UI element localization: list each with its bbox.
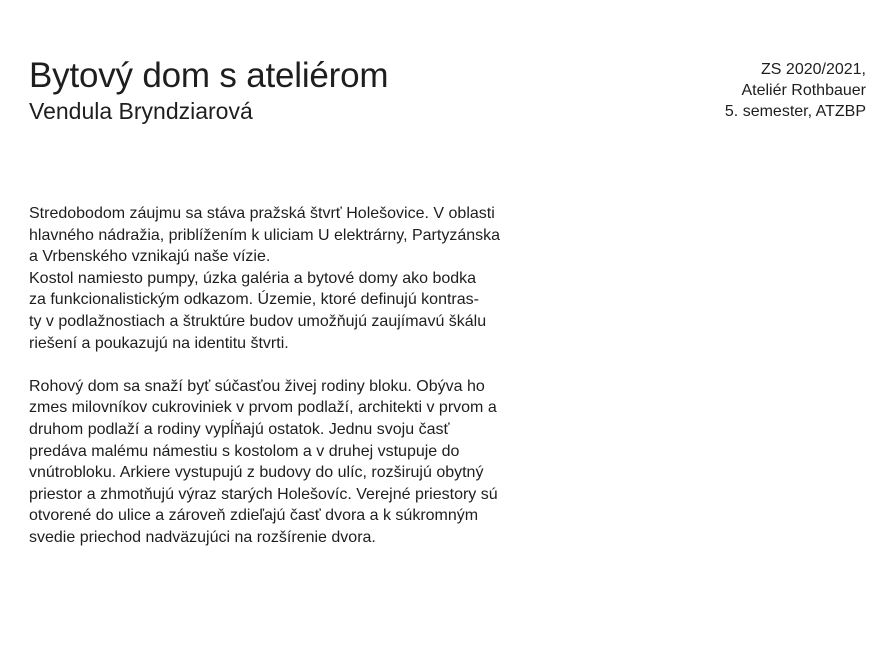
text-line: riešení a poukazujú na identitu štvrti. — [29, 334, 289, 352]
paragraph-building — [29, 376, 589, 549]
text-line: za funkcionalistickým odkazom. Územie, ktoré definujú kontras- — [29, 291, 479, 309]
program-line: 5. semester, ATZBP — [724, 103, 866, 120]
page-title: Bytový dom s ateliérom — [29, 56, 389, 95]
course-info — [725, 59, 866, 122]
text-line: hlavného nádražia, priblížením k uliciam U elektrárny, Partyzánska — [29, 226, 501, 244]
text-line: ty v podlažnostiach a štruktúre budov umožňujú zaujímavú škálu — [29, 312, 487, 330]
text-line: svedie priechod nadväzujúci na rozšírenie dvora. — [29, 528, 376, 546]
text-line: Kostol namiesto pumpy, úzka galéria a bytové domy ako bodka — [29, 269, 477, 287]
text-line: a Vrbenského vznikajú naše vízie. — [29, 248, 271, 266]
text-line: predáva malému námestiu s kostolom a v druhej vstupuje do — [29, 442, 460, 460]
text-line: druhom podlaží a rodiny vypĺňajú ostatok. Jednu svoju časť — [29, 420, 450, 438]
paragraph-gap — [29, 354, 589, 376]
text-line: Stredobodom záujmu sa stáva pražská štvrť Holešovice. V oblasti — [29, 205, 495, 222]
text-line: otvorené do ulice a zároveň zdieľajú časť dvora a k súkromným — [29, 507, 479, 525]
project-description — [29, 203, 589, 549]
semester-line: ZS 2020/2021, — [761, 61, 866, 78]
paragraph-intro — [29, 203, 589, 354]
text-line: zmes milovníkov cukroviniek v prvom podlaží, architekti v prvom a — [29, 399, 497, 417]
text-line: vnútrobloku. Arkiere vystupujú z budovy do ulíc, rozširujú obytný — [29, 464, 484, 482]
studio-line: Ateliér Rothbauer — [741, 82, 866, 99]
author-name: Vendula Bryndziarová — [29, 98, 253, 124]
text-line: Rohový dom sa snaží byť súčasťou živej rodiny bloku. Obýva ho — [29, 377, 485, 395]
text-line: priestor a zhmotňujú výraz starých Holešovíc. Verejné priestory sú — [29, 485, 498, 503]
